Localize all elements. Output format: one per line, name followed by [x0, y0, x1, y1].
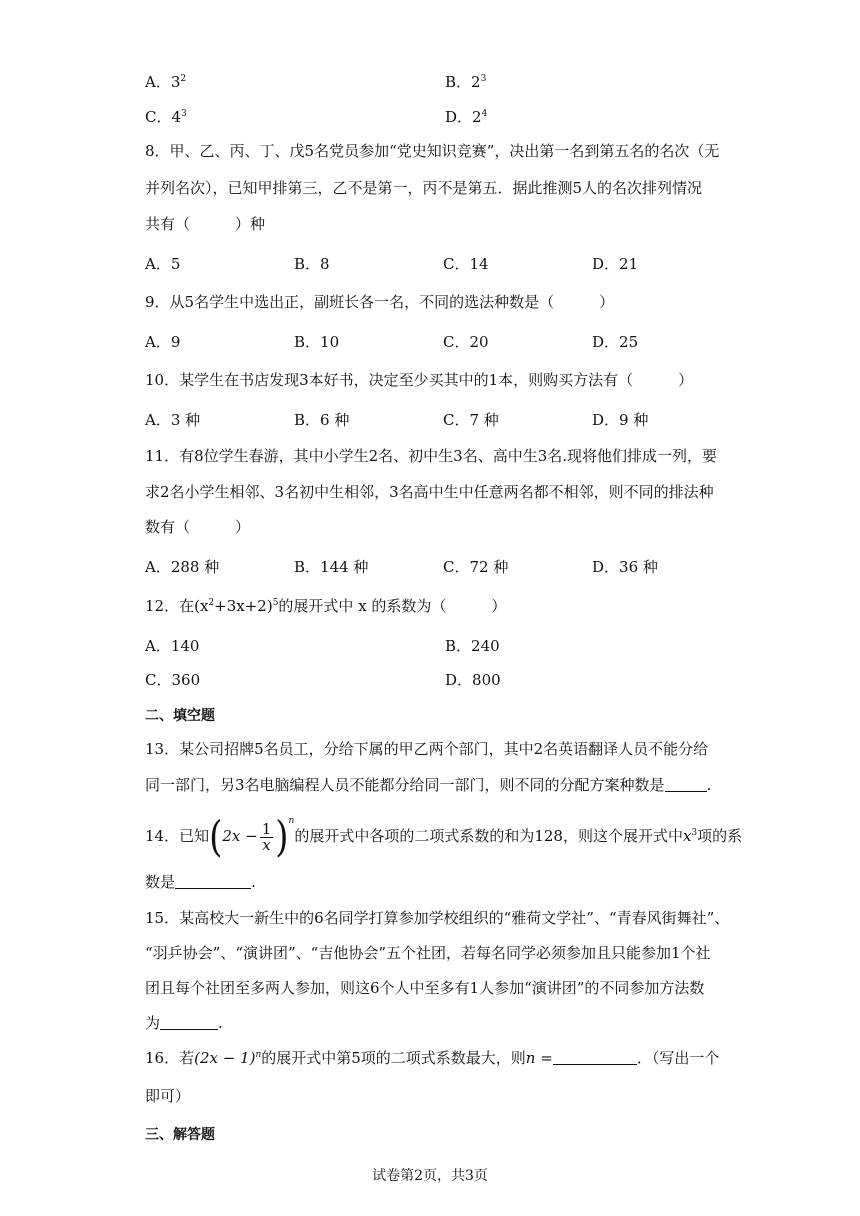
q13-answer-blank[interactable]: [665, 777, 707, 792]
q7-option-b: B．$2^3$: [445, 73, 487, 91]
q8-text-line2: 并列名次），已知甲排第三，乙不是第一，丙不是第五．据此推测5人的名次排列情况: [145, 179, 703, 197]
q9-text: 9．从5名学生中选出正，副班长各一名，不同的选法种数是（ ）: [145, 293, 615, 311]
q9-option-b: B．10: [294, 333, 340, 351]
q16-text-line2: 即可）: [145, 1087, 191, 1105]
q14-answer-blank[interactable]: [175, 874, 251, 889]
q15-text-line1: 15．某高校大一新生中的6名同学打算参加学校组织的“雅荷文学社”、“青春风街舞社”、: [145, 909, 730, 927]
q8-text-line3: 共有（ ）种: [145, 215, 266, 233]
q10-option-a: A．3 种: [145, 411, 201, 429]
q15-text-line2: “羽乒协会”、“演讲团”、“吉他协会”五个社团，若每名同学必须参加且只能参加1个社: [145, 944, 711, 962]
q13-text-line2: 同一部门，另3名电脑编程人员不能都分给同一部门，则不同的分配方案种数是 .: [145, 776, 712, 794]
q7-option-c: C．$4^3$: [145, 108, 187, 126]
q8-option-b: B．8: [294, 255, 330, 273]
q15-text-line4: 为 .: [145, 1014, 223, 1032]
q10-option-b: B．6 种: [294, 411, 350, 429]
q9-option-c: C．20: [443, 333, 489, 351]
q10-option-d: D．9 种: [592, 411, 649, 429]
q8-option-d: D．21: [592, 255, 639, 273]
q16-text-line1: 16．若$(2x - 1)^n$的展开式中第5项的二项式系数最大，则n = ．（写出一个: [145, 1049, 720, 1067]
q7-option-d: D．$2^4$: [445, 108, 488, 126]
section-answer-title: 三、解答题: [145, 1127, 215, 1143]
q11-option-a: A．288 种: [145, 558, 220, 576]
q14-fraction: $\frac{1}{x}$: [261, 819, 272, 854]
q8-text-line1: 8．甲、乙、丙、丁、戊5名党员参加“党史知识竞赛”，决出第一名到第五名的名次（无: [145, 142, 720, 160]
q14-text-line2: 数是 .: [145, 873, 256, 891]
page-footer: 试卷第2页，共3页: [372, 1168, 488, 1184]
q7-option-a: A．$3^2$: [145, 73, 187, 91]
q11-text-line1: 11．有8位学生春游，其中小学生2名、初中生3名、高中生3名.现将他们排成一列，要: [145, 447, 718, 465]
q15-answer-blank[interactable]: [160, 1015, 218, 1030]
q11-option-c: C．72 种: [443, 558, 509, 576]
q12-option-b: B．240: [445, 637, 500, 655]
q8-option-a: A．5: [145, 255, 181, 273]
q14-text-line1: 14．已知(2x − $\frac{1}{x}$ )$^n$的展开式中各项的二项式系数的和为128，则这个展开式中$x^3$项的系: [145, 812, 743, 862]
q9-option-d: D．25: [592, 333, 639, 351]
q8-option-c: C．14: [443, 255, 489, 273]
q12-option-d: D．800: [445, 671, 501, 689]
q11-option-d: D．36 种: [592, 558, 658, 576]
q16-answer-blank[interactable]: [553, 1050, 637, 1065]
q10-text: 10．某学生在书店发现3本好书，决定至少买其中的1本，则购买方法有（ ）: [145, 371, 694, 389]
q13-text-line1: 13．某公司招牌5名员工，分给下属的甲乙两个部门，其中2名英语翻译人员不能分给: [145, 740, 709, 758]
section-fill-in-title: 二、填空题: [145, 708, 215, 724]
q12-option-a: A．140: [145, 637, 200, 655]
q12-text: 12．在$(x^2+3x+2)^5$的展开式中 x 的系数为（ ）: [145, 597, 507, 615]
q10-option-c: C．7 种: [443, 411, 499, 429]
q12-option-c: C．360: [145, 671, 201, 689]
q11-option-b: B．144 种: [294, 558, 369, 576]
q15-text-line3: 团且每个社团至多两人参加，则这6个人中至多有1人参加“演讲团”的不同参加方法数: [145, 979, 705, 997]
q11-text-line3: 数有（ ）: [145, 518, 251, 536]
q9-option-a: A．9: [145, 333, 181, 351]
q11-text-line2: 求2名小学生相邻、3名初中生相邻，3名高中生中任意两名都不相邻，则不同的排法种: [145, 483, 714, 501]
